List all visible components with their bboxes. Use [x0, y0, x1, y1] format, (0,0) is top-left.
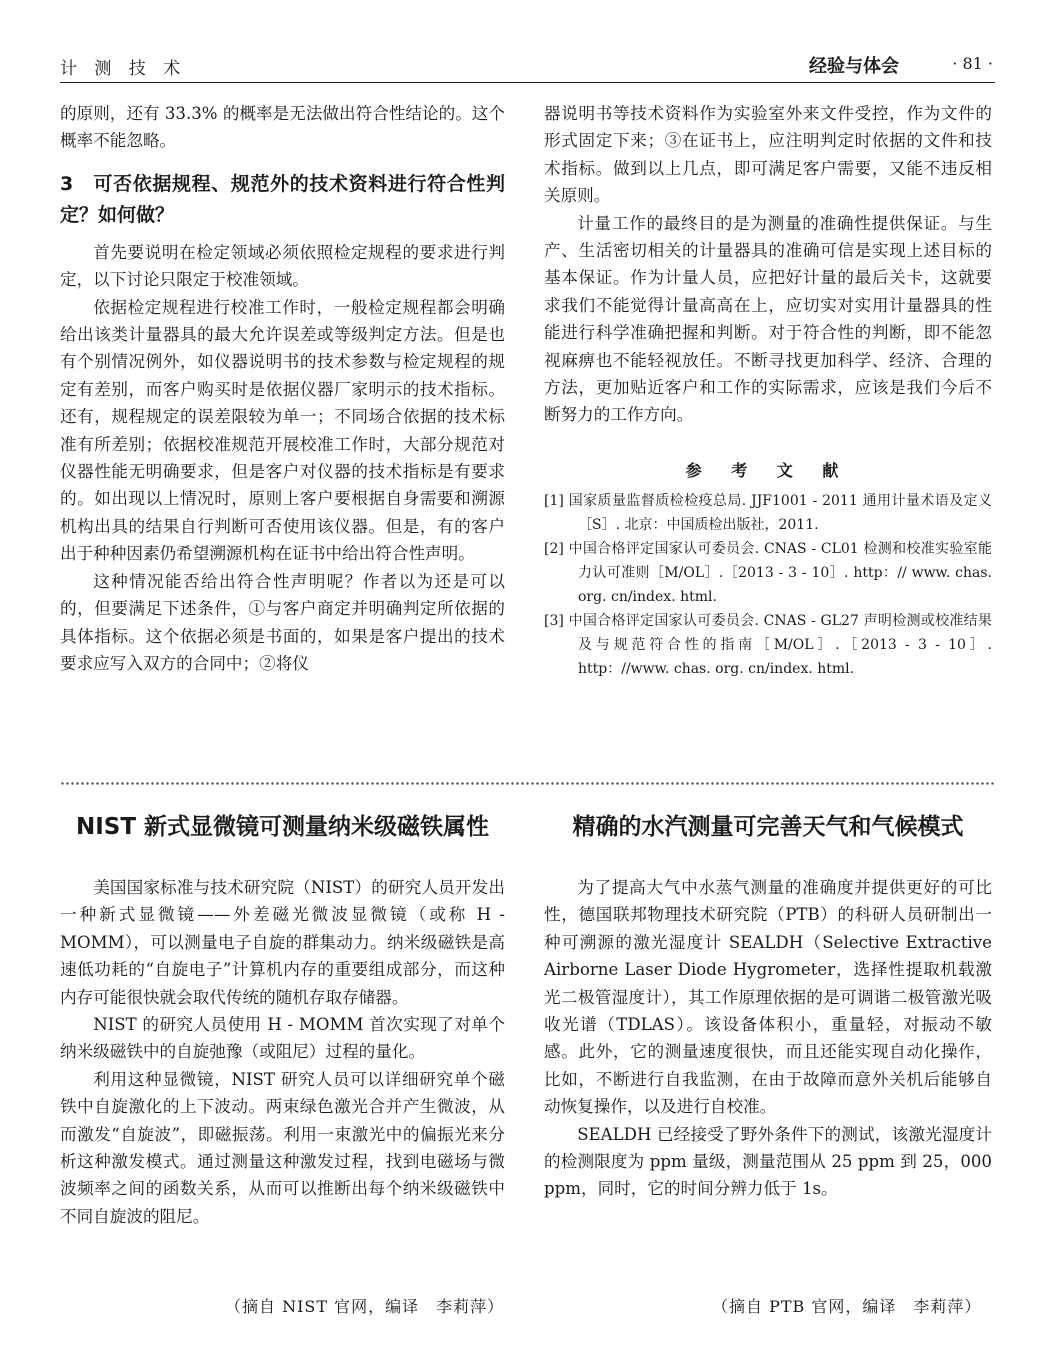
- page-number: · 81 ·: [952, 54, 993, 73]
- article-title-nist: NIST 新式显微镜可测量纳米级磁铁属性: [75, 814, 490, 840]
- paragraph: SEALDH 已经接受了野外条件下的测试，该激光湿度计的检测限度为 ppm 量级，测量范围从 25 ppm 到 25，000 ppm，同时，它的时间分辨力低于 1s。: [544, 1124, 992, 1199]
- top-right-column: [544, 100, 992, 681]
- intro-paragraph: 的原则，还有 33.3% 的概率是无法做出符合性结论的。这个概率不能忽略。: [60, 104, 505, 151]
- source-note-ptb: （摘自 PTB 官网，编译 李莉萍）: [712, 1297, 982, 1316]
- journal-name: 计 测 技 术: [60, 59, 187, 79]
- paragraph: 美国国家标准与技术研究院（NIST）的研究人员开发出一种新式显微镜——外差磁光微波显微镜（或称 H - MOMM），可以测量电子自旋的群集动力。纳米级磁铁是高速低功耗的“自旋电子”计算机内存的重要组成部分，而这种内存可能很快就会取代传统的随机存取存储器。: [60, 878, 505, 1007]
- paragraph: 这种情况能否给出符合性声明呢？作者以为还是可以的，但要满足下述条件，①与客户商定并明确判定所依据的具体指标。这个依据必须是书面的，如果是客户提出的技术要求应写入双方的合同中；②将仪: [60, 571, 505, 673]
- paragraph: 首先要说明在检定领域必须依照检定规程的要求进行判定，以下讨论只限定于校准领域。: [60, 242, 505, 290]
- paragraph: NIST 的研究人员使用 H - MOMM 首次实现了对单个纳米级磁铁中的自旋弛豫（或阻尼）过程的量化。: [60, 1015, 505, 1062]
- reference-item: [3] 中国合格评定国家认可委员会. CNAS - GL27 声明检测或校准结果及与规范符合性的指南［M/OL］.［2013 - 3 - 10］. http：//www. chas. org. cn/index. html.: [544, 612, 992, 677]
- paragraph: 计量工作的最终目的是为测量的准确性提供保证。与生产、生活密切相关的计量器具的准确可信是实现上述目标的基本保证。作为计量人员，应把好计量的最后关卡，这就要求我们不能觉得计量高高在上，应切实对实用计量器具的性能进行科学准确把握和判断。对于符合性的判断，即不能忽视麻痹也不能轻视放任。不断寻找更加科学、经济、合理的方法，更加贴近客户和工作的实际需求，应该是我们今后不断努力的工作方向。: [544, 213, 992, 425]
- reference-item: [1] 国家质量监督质检检疫总局. JJF1001 - 2011 通用计量术语及定义［S］. 北京：中国质检出版社，2011.: [544, 492, 992, 533]
- article-left-body: [60, 874, 505, 1230]
- source-note-nist: （摘自 NIST 官网，编译 李莉萍）: [225, 1297, 505, 1316]
- running-header: [60, 52, 995, 83]
- article-right-body: [544, 874, 992, 1203]
- paragraph: 利用这种显微镜，NIST 研究人员可以详细研究单个磁铁中自旋激化的上下波动。两束绿色激光合并产生微波，从而激发“自旋波”，即磁振荡。利用一束激光中的偏振光来分析这种激发模式。通过测量这种激发过程，找到电磁场与微波频率之间的函数关系，从而可以推断出每个纳米级磁铁中不同自旋波的阻尼。: [60, 1069, 505, 1226]
- paragraph: 器说明书等技术资料作为实验室外来文件受控，作为文件的形式固定下来；③在证书上，应注明判定时依据的文件和技术指标。做到以上几点，即可满足客户需要，又能不违反相关原则。: [544, 104, 992, 206]
- reference-item: [2] 中国合格评定国家认可委员会. CNAS - CL01 检测和校准实验室能力认可准则［M/OL］.［2013 - 3 - 10］. http：// www. chas. org. cn/index. html.: [544, 540, 992, 605]
- paragraph: 依据检定规程进行校准工作时，一般检定规程都会明确给出该类计量器具的最大允许误差或等级判定方法。但是也有个别情况例外，如仪器说明书的技术参数与检定规程的规定有差别，而客户购买时是依据仪器厂家明示的技术指标。还有，规程规定的误差限较为单一；不同场合依据的技术标准有所差别；依据校准规范开展校准工作时，大部分规范对仪器性能无明确要求，但是客户对仪器的技术指标是有要求的。如出现以上情况时，原则上客户要根据自身需要和溯源机构出具的结果自行判断可否使用该仪器。但是，有的客户出于种种因素仍希望溯源机构在证书中给出符合性声明。: [60, 297, 505, 564]
- section-name: 经验与体会: [809, 56, 899, 77]
- top-left-column: [60, 100, 505, 677]
- paragraph: 为了提高大气中水蒸气测量的准确度并提供更好的可比性，德国联邦物理技术研究院（PTB）的科研人员研制出一种可溯源的激光湿度计 SEALDH（Selective Extractive Airborne Laser Diode Hygrometer，选择性提取机载激光二极管湿度计），其工作原理依据的是可调谐二极管激光吸收光谱（TDLAS）。该设备体积小，重量轻，对振动不敏感。此外，它的测量速度很快，而且还能实现自动化操作，比如，不断进行自我监测，在由于故障而意外关机后能够自动恢复操作，以及进行自校准。: [544, 878, 992, 1117]
- references-heading: 参 考 文 献: [685, 460, 851, 480]
- section-3-heading: 3 可否依据规程、规范外的技术资料进行符合性判定？如何做？: [60, 172, 505, 226]
- article-title-ptb: 精确的水汽测量可完善天气和气候模式: [572, 814, 964, 840]
- dotted-divider: [60, 781, 995, 791]
